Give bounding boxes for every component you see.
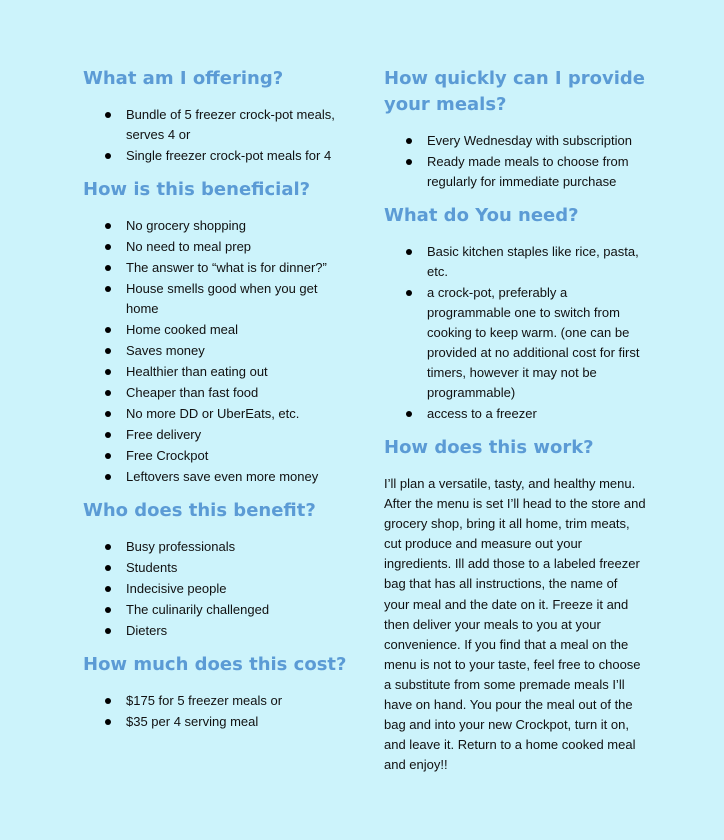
list-item: $35 per 4 serving meal [83, 712, 353, 732]
list-item: Basic kitchen staples like rice, pasta, etc. [384, 242, 646, 282]
section-heading-what-you-need: What do You need? [384, 205, 579, 226]
list-item: Healthier than eating out [83, 362, 353, 382]
left-column [83, 66, 353, 743]
list-item: Students [83, 558, 353, 578]
cost-list [83, 691, 353, 732]
section-heading-how-quickly: How quickly can I provide your meals? [384, 68, 645, 115]
list-item: Bundle of 5 freezer crock-pot meals, serves 4 or [83, 105, 353, 145]
list-item: No need to meal prep [83, 237, 353, 257]
section-heading-cost: How much does this cost? [83, 654, 347, 675]
list-item: No more DD or UberEats, etc. [83, 404, 353, 424]
list-item: $175 for 5 freezer meals or [83, 691, 353, 711]
section-heading-offering: What am I offering? [83, 68, 284, 89]
list-item: Free Crockpot [83, 446, 353, 466]
list-item: Busy professionals [83, 537, 353, 557]
list-item: No grocery shopping [83, 216, 353, 236]
section-heading-who-benefits: Who does this benefit? [83, 500, 316, 521]
benefits-list [83, 216, 353, 487]
right-column [384, 66, 646, 775]
how-it-works-paragraph: I’ll plan a versatile, tasty, and healthy menu. After the menu is set I’ll head to the store and grocery shop, bring it all home, trim meats, cut produce and measure out your ingredients. Ill add those to a labeled freezer bag that has all instructions, the name of your meal and the date on it. Freeze it and then deliver your meals to you at your convenience. If you find that a meal on the menu is not to your taste, feel free to choose a substitute from some premade meals I’ll have on hand. You pour the meal out of the bag and into your new Crockpot, turn it on, and leave it. Return to a home cooked meal and enjoy!! [384, 476, 646, 773]
list-item: Single freezer crock-pot meals for 4 [83, 146, 353, 166]
list-item: The culinarily challenged [83, 600, 353, 620]
list-item: Cheaper than fast food [83, 383, 353, 403]
list-item: House smells good when you get home [83, 279, 353, 319]
offering-list [83, 105, 353, 166]
list-item: Ready made meals to choose from regularly for immediate purchase [384, 152, 646, 192]
audience-list [83, 537, 353, 641]
list-item: Saves money [83, 341, 353, 361]
list-item: a crock-pot, preferably a programmable one to switch from cooking to keep warm. (one can be provided at no additional cost for first timers, however it may not be programmable) [384, 283, 646, 403]
delivery-speed-list [384, 131, 646, 192]
list-item: Indecisive people [83, 579, 353, 599]
list-item: Dieters [83, 621, 353, 641]
requirements-list [384, 242, 646, 424]
section-heading-how-it-works: How does this work? [384, 437, 594, 458]
list-item: access to a freezer [384, 404, 646, 424]
list-item: The answer to “what is for dinner?” [83, 258, 353, 278]
list-item: Free delivery [83, 425, 353, 445]
section-heading-beneficial: How is this beneficial? [83, 179, 311, 200]
list-item: Home cooked meal [83, 320, 353, 340]
list-item: Leftovers save even more money [83, 467, 353, 487]
list-item: Every Wednesday with subscription [384, 131, 646, 151]
